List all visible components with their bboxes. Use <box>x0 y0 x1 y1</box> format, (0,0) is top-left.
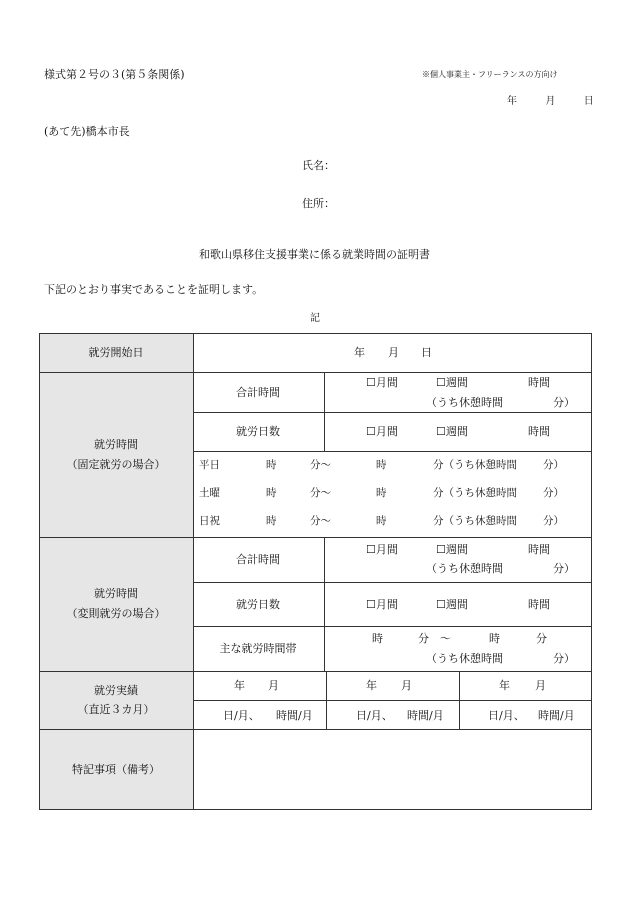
schedule-end-hour: 時 <box>376 487 387 499</box>
result-3-hours: 時間/月 <box>538 709 575 722</box>
result-2-year: 年 <box>366 679 377 692</box>
name-label: 氏名： <box>302 159 335 172</box>
variable-total-hours-unit: 時間 <box>528 543 550 556</box>
results-divider <box>459 671 460 729</box>
table-border-right <box>591 333 592 810</box>
remarks-field[interactable] <box>194 730 591 809</box>
table-border-top <box>39 333 592 334</box>
address-label: 住所： <box>302 197 335 210</box>
ki-heading: 記 <box>310 313 320 324</box>
schedule-start-min: 分～ <box>310 515 331 527</box>
variable-days-opt-week: ☐週間 <box>436 598 468 611</box>
variable-days-opt-month: ☐月間 <box>366 598 398 611</box>
shade-results <box>39 671 193 729</box>
start-date-year: 年 <box>354 346 365 359</box>
band-break: （うち休憩時間 <box>426 652 503 665</box>
start-date-label: 就労開始日 <box>88 346 144 359</box>
fixed-total-break-end: 分） <box>553 396 575 409</box>
row-divider <box>39 372 592 373</box>
certification-statement: 下記のとおり事実であることを証明します。 <box>44 283 264 296</box>
result-3-days: 日/月、 <box>488 709 525 722</box>
date-month: 月 <box>545 96 556 107</box>
band-break-end: 分） <box>553 652 575 665</box>
variable-total-hours-label: 合計時間 <box>236 553 280 566</box>
inner-divider <box>193 700 592 701</box>
form-number: 様式第２号の３(第５条関係) <box>44 68 185 81</box>
table-border-bottom <box>39 809 592 810</box>
start-date-month: 月 <box>388 346 399 359</box>
schedule-end-hour: 時 <box>376 515 387 527</box>
results-section-sublabel: （直近３カ月） <box>77 703 155 716</box>
fixed-total-hours-label: 合計時間 <box>236 386 280 399</box>
schedule-break-end: 分） <box>543 515 564 527</box>
schedule-end-min-break: 分（うち休憩時間 <box>433 459 517 471</box>
document-title: 和歌山県移住支援事業に係る就業時間の証明書 <box>199 248 430 261</box>
result-2-hours: 時間/月 <box>407 709 444 722</box>
shade-fixed <box>39 372 193 537</box>
result-1-month: 月 <box>268 679 279 692</box>
schedule-start-hour: 時 <box>266 515 277 527</box>
schedule-day-saturday: 土曜 <box>199 487 220 499</box>
variable-section-label: 就労時間 <box>94 587 138 600</box>
band-start-min: 分 ～ <box>418 632 451 645</box>
variable-section-sublabel: （変則就労の場合） <box>66 607 166 620</box>
shade-variable <box>39 537 193 671</box>
header-date <box>507 97 594 107</box>
schedule-start-hour: 時 <box>266 487 277 499</box>
fixed-section-sublabel: （固定就労の場合） <box>66 458 166 471</box>
schedule-start-min: 分～ <box>310 459 331 471</box>
result-1-hours: 時間/月 <box>276 709 313 722</box>
fixed-days-opt-month: ☐月間 <box>366 425 398 438</box>
schedule-end-min-break: 分（うち休憩時間 <box>433 487 517 499</box>
results-divider <box>326 671 327 729</box>
inner-divider <box>193 451 592 452</box>
result-3-year: 年 <box>499 679 510 692</box>
fixed-total-break: （うち休憩時間 <box>426 396 503 409</box>
results-section-label: 就労実績 <box>94 684 138 697</box>
result-2-days: 日/月、 <box>356 709 393 722</box>
row-divider <box>39 671 592 672</box>
fixed-days-opt-week: ☐週間 <box>436 425 468 438</box>
variable-total-break-end: 分） <box>553 562 575 575</box>
result-2-month: 月 <box>401 679 412 692</box>
sublabel-divider <box>324 372 325 452</box>
table-border-left <box>39 333 40 810</box>
schedule-break-end: 分） <box>543 487 564 499</box>
band-end-min: 分 <box>536 632 547 645</box>
fixed-section-label: 就労時間 <box>94 438 138 451</box>
inner-divider <box>193 412 592 413</box>
schedule-break-end: 分） <box>543 459 564 471</box>
schedule-day-weekday: 平日 <box>199 459 220 471</box>
fixed-total-hours-unit: 時間 <box>528 376 550 389</box>
inner-divider <box>193 582 592 583</box>
schedule-day-holiday: 日祝 <box>199 515 220 527</box>
variable-total-opt-month: ☐月間 <box>366 543 398 556</box>
schedule-end-min-break: 分（うち休憩時間 <box>433 515 517 527</box>
remarks-label: 特記事項（備考） <box>72 763 160 776</box>
schedule-start-hour: 時 <box>266 459 277 471</box>
fixed-total-opt-month: ☐月間 <box>366 376 398 389</box>
variable-main-band-label: 主な就労時間帯 <box>219 642 297 655</box>
date-year: 年 <box>507 96 517 107</box>
schedule-end-hour: 時 <box>376 459 387 471</box>
row-divider <box>39 537 592 538</box>
date-day: 日 <box>583 96 594 107</box>
fixed-days-hours-unit: 時間 <box>528 425 550 438</box>
sublabel-divider <box>324 537 325 671</box>
target-note: ※個人事業主・フリーランスの方向け <box>422 70 558 79</box>
result-1-year: 年 <box>234 679 245 692</box>
fixed-total-opt-week: ☐週間 <box>436 376 468 389</box>
inner-divider <box>193 626 592 627</box>
band-end-hour: 時 <box>489 632 500 645</box>
variable-days-hours-unit: 時間 <box>528 598 550 611</box>
variable-total-opt-week: ☐週間 <box>436 543 468 556</box>
result-3-month: 月 <box>535 679 546 692</box>
fixed-work-days-label: 就労日数 <box>236 425 280 438</box>
variable-total-break: （うち休憩時間 <box>426 562 503 575</box>
addressee: (あて先)橋本市長 <box>44 125 130 138</box>
start-date-day: 日 <box>421 346 432 359</box>
result-1-days: 日/月、 <box>223 709 260 722</box>
band-start-hour: 時 <box>372 632 383 645</box>
schedule-start-min: 分～ <box>310 487 331 499</box>
variable-work-days-label: 就労日数 <box>236 598 280 611</box>
